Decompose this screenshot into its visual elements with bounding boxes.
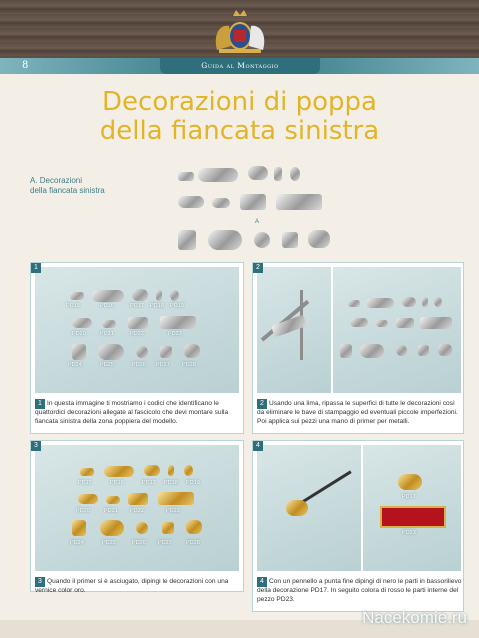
decoration-piece — [184, 465, 193, 476]
decoration-piece — [184, 344, 200, 358]
decoration-piece — [248, 166, 268, 180]
royal-crest-logo — [205, 6, 275, 56]
decoration-piece — [128, 317, 148, 329]
step-1-photo — [35, 267, 239, 393]
decoration-piece — [422, 297, 428, 307]
code-label: PD23 — [166, 508, 180, 514]
code-label: PD16 — [100, 303, 114, 309]
decoration-piece — [160, 346, 172, 358]
decoration-piece — [98, 344, 124, 360]
section-a-marker: A — [255, 219, 260, 225]
decoration-piece — [212, 198, 230, 208]
decoration-piece — [418, 345, 429, 356]
code-label: PD24 — [68, 362, 82, 368]
code-label: PD20 — [72, 331, 86, 337]
step-4-caption-text: Con un pennello a punta fine dipingi di nero le parti in bassorilievo della decorazione PD17. In seguito colora di rosso le parti interne del pezzo PD23. — [257, 578, 462, 603]
decoration-piece — [72, 520, 86, 536]
code-label: PD24 — [70, 540, 84, 546]
code-label: PD23 — [168, 331, 182, 337]
step-2-caption — [257, 399, 463, 426]
decoration-piece — [72, 318, 92, 328]
decoration-piece — [308, 230, 330, 248]
decoration-piece — [70, 292, 84, 300]
decoration-piece — [198, 168, 238, 182]
section-a-heading — [30, 176, 105, 196]
decoration-piece — [254, 232, 270, 248]
decoration-piece — [186, 520, 202, 534]
decoration-piece — [178, 172, 194, 181]
code-label: PD17 — [130, 303, 144, 309]
code-label: PD26 — [132, 362, 146, 368]
code-label: PD19 — [186, 480, 200, 486]
code-label: PD15 — [78, 480, 92, 486]
code-label: PD19 — [170, 303, 184, 309]
decoration-piece — [208, 230, 242, 250]
code-label: PD18 — [164, 480, 178, 486]
code-label: PD28 — [186, 540, 200, 546]
decoration-piece — [144, 465, 160, 476]
title-line-2: della fiancata sinistra — [99, 116, 380, 146]
code-label: PD18 — [150, 303, 164, 309]
decoration-piece — [366, 298, 394, 308]
decoration-piece — [158, 492, 194, 505]
step-4-badge: 4 — [253, 441, 263, 451]
decoration-piece — [420, 317, 452, 329]
decoration-piece — [240, 194, 266, 210]
code-label: PD20 — [76, 508, 90, 514]
section-tab-label: Guida al Montaggio — [160, 58, 320, 74]
decoration-piece — [178, 230, 196, 250]
code-label: PD28 — [182, 362, 196, 368]
step-1-badge: 1 — [31, 263, 41, 273]
step-4-photo-brush — [257, 445, 361, 571]
decoration-piece — [160, 316, 196, 329]
decoration-piece — [178, 196, 204, 208]
step-2-caption-badge: 2 — [257, 399, 267, 409]
code-label: PD25 — [100, 362, 114, 368]
decoration-piece — [128, 493, 148, 505]
decoration-piece — [350, 318, 368, 327]
page-title — [0, 88, 479, 146]
step-3-badge: 3 — [31, 441, 41, 451]
decoration-piece — [376, 320, 388, 327]
decoration-piece — [162, 522, 174, 534]
decoration-piece — [340, 344, 352, 358]
step-3-panel — [30, 440, 244, 592]
step-3-caption-badge: 3 — [35, 577, 45, 587]
watermark: Nacekomie.ru — [362, 608, 467, 627]
decoration-piece — [80, 468, 94, 476]
decoration-piece — [78, 494, 98, 504]
title-line-1: Decorazioni di poppa — [102, 87, 377, 117]
decoration-piece — [106, 496, 120, 504]
decoration-piece — [360, 344, 384, 358]
decoration-piece — [402, 297, 416, 307]
step-4-caption — [257, 577, 463, 604]
section-a-line-1: A. Decorazioni — [30, 176, 83, 185]
decoration-piece — [438, 344, 452, 356]
decoration-piece — [72, 344, 86, 360]
step-2-badge: 2 — [253, 263, 263, 273]
decoration-piece — [92, 290, 124, 302]
decoration-piece — [136, 346, 148, 358]
decoration-piece-pd23 — [380, 506, 446, 528]
step-2-photo-pieces — [333, 267, 461, 393]
page-number: 8 — [22, 60, 29, 71]
code-label: PD27 — [156, 362, 170, 368]
decoration-piece — [396, 345, 407, 356]
step-3-caption-text: Quando il primer si è asciugato, dipingi le decorazioni con una vernice color oro. — [35, 578, 229, 594]
step-2-caption-text: Usando una lima, ripassa le superfici di tutte le decorazioni così da eliminare le bave di stampaggio ed eventuali piccole imperfezioni. Poi applica sui pezzi una mano di primer per metalli. — [257, 400, 458, 425]
code-label: PD22 — [130, 331, 144, 337]
decoration-piece — [282, 232, 298, 248]
code-label: PD23 — [402, 530, 416, 536]
code-label: PD25 — [102, 540, 116, 546]
decoration-piece — [434, 297, 442, 307]
decoration-piece — [274, 167, 282, 181]
decoration-piece — [348, 300, 360, 307]
code-label: PD26 — [132, 540, 146, 546]
decoration-piece — [168, 465, 174, 476]
decoration-piece — [102, 320, 116, 328]
step-3-caption — [35, 577, 241, 596]
decoration-piece — [100, 520, 124, 536]
decoration-piece-pd17 — [398, 474, 422, 490]
decoration-piece — [290, 167, 300, 181]
decoration-piece — [156, 290, 162, 301]
code-label: PD17 — [142, 480, 156, 486]
decoration-piece — [396, 318, 414, 328]
decoration-piece — [286, 500, 308, 516]
decoration-piece — [136, 522, 148, 534]
decoration-piece — [276, 194, 322, 210]
step-1-caption-text: In questa immagine ti mostriamo i codici che identificano le quattordici decorazioni allegate al fascicolo che devi montare sulla fiancata sinistra della zona poppiera del modello. — [35, 400, 229, 425]
step-1-caption — [35, 399, 241, 426]
section-a-line-2: della fiancata sinistra — [30, 186, 105, 195]
step-2-panel — [252, 262, 464, 434]
code-label: PD15 — [66, 303, 80, 309]
step-1-caption-badge: 1 — [35, 399, 45, 409]
step-4-caption-badge: 4 — [257, 577, 267, 587]
code-label: PD16 — [110, 480, 124, 486]
code-label: PD27 — [158, 540, 172, 546]
code-label: PD21 — [104, 508, 118, 514]
decoration-piece — [104, 466, 134, 477]
code-label: PD17 — [402, 494, 416, 500]
code-label: PD21 — [100, 331, 114, 337]
code-label: PD22 — [130, 508, 144, 514]
decoration-piece — [132, 289, 148, 301]
decoration-piece — [170, 290, 179, 301]
